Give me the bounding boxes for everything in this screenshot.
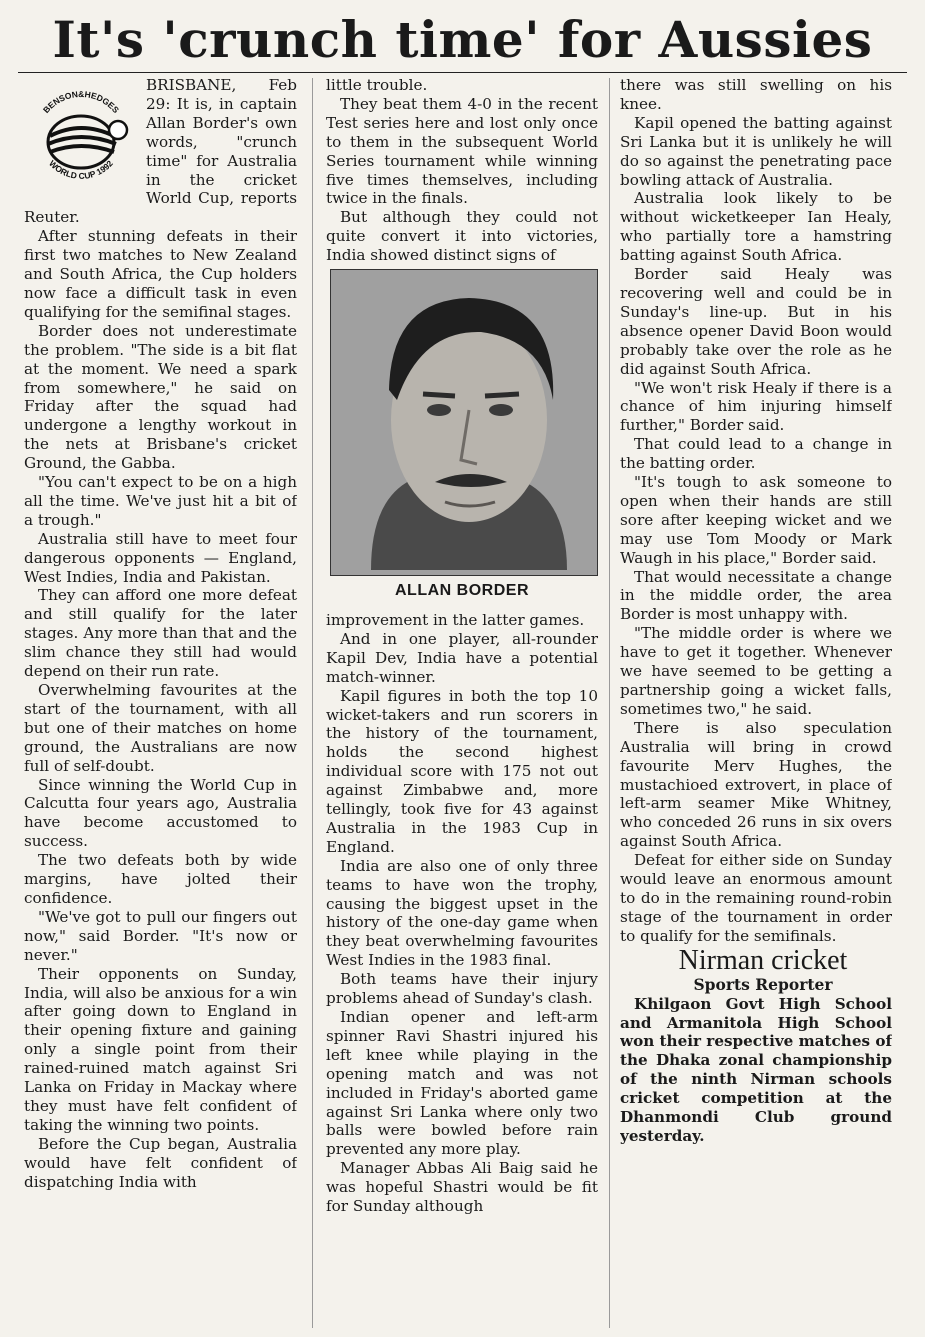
paragraph: Kapil figures in both the top 10 wicket-takers and run scorers in the history of the tournament, holds the second highest individual score with 175 not out against Zimbabwe and, more tellingly, took five for 43 against Australia in the 1983 Cup in England. — [326, 686, 598, 856]
paragraph: After stunning defeats in their first two matches to New Zealand and South Africa, the Cup holders now face a difficult task in even qualifying for the semifinal stages. — [24, 227, 297, 321]
logo-arc-bottom: WORLD CUP 1992 — [47, 158, 115, 181]
paragraph: The two defeats both by wide margins, have jolted their confidence. — [24, 851, 297, 907]
story2-body: Khilgaon Govt High School and Armanitola High School won their respective matches of the Dhaka zonal championship of the ninth Nirman schools cricket competition at the Dhanmondi Club ground yesterday. — [620, 994, 892, 1145]
paragraph: Manager Abbas Ali Baig said he was hopeful Shastri would be fit for Sunday although — [326, 1159, 598, 1216]
paragraph: Overwhelming favourites at the start of the tournament, with all but one of their matches on home ground, the Australians are now full of self-doubt. — [24, 681, 297, 775]
paragraph: But although they could not quite convert it into victories, India showed distinct signs of — [326, 208, 598, 265]
paragraph: "It's tough to ask someone to open when their hands are still sore after keeping wicket and we may use Tom Moody or Mark Waugh in his place," Border said. — [620, 473, 892, 567]
paragraph: There is also speculation Australia will bring in crowd favourite Merv Hughes, the mustachioed extrovert, in place of left-arm seamer Mike Whitney, who conceded 26 runs in six overs against South Africa. — [620, 718, 892, 851]
paragraph: Both teams have their injury problems ahead of Sunday's clash. — [326, 970, 598, 1008]
paragraph: They beat them 4-0 in the recent Test series here and lost only once to them in the subsequent World Series tournament while winning five times themselves, including twice in the finals. — [326, 94, 598, 208]
paragraph: That would necessitate a change in the middle order, the area Border is most unhappy with. — [620, 567, 892, 624]
paragraph: "You can't expect to be on a high all the time. We've just hit a bit of a trough." — [24, 473, 297, 529]
svg-text:BENSON&HEDGES — [41, 89, 121, 115]
paragraph: Since winning the World Cup in Calcutta four years ago, Australia have become accustomed to success. — [24, 775, 297, 851]
story2-headline: Nirman cricket — [678, 944, 848, 976]
paragraph: They can afford one more defeat and still qualify for the later stages. Any more than that and the slim chance they still had would depend on their run rate. — [24, 586, 297, 681]
paragraph: BRISBANE, Feb 29: It is, in captain Allan Border's own words, "crunch time" for Australia in the cricket World Cup, reports Reuter. — [24, 76, 297, 227]
column-divider — [609, 78, 610, 1328]
paragraph: India are also one of only three teams to have won the trophy, causing the biggest upset in the history of the one-day game when they beat overwhelming favourites West Indies in the 1983 final. — [326, 856, 598, 970]
paragraph: Their opponents on Sunday, India, will also be anxious for a win after going down to England in their opening fixture and gaining only a single point from their rained-ruined match against Sri Lanka on Friday in Mackay where they must have felt confident of taking the winning two points. — [24, 964, 297, 1134]
paragraph: Australia look likely to be without wicketkeeper Ian Healy, who partially tore a hamstring batting against South Africa. — [620, 189, 892, 265]
paragraph: "We won't risk Healy if there is a chance of him injuring himself further," Border said. — [620, 378, 892, 435]
article-column-3 — [620, 76, 892, 1331]
headline-rule — [18, 72, 907, 73]
photo-caption: ALLAN BORDER — [395, 582, 529, 600]
headline: It's 'crunch time' for Aussies — [52, 10, 873, 69]
paragraph: Australia still have to meet four dangerous opponents — England, West Indies, India and Pakistan. — [24, 529, 297, 586]
paragraph: Defeat for either side on Sunday would leave an enormous amount to do in the remaining round-robin stage of the tournament in order to qualify for the semifinals. — [620, 851, 892, 945]
paragraph: Before the Cup began, Australia would have felt confident of dispatching India with — [24, 1134, 297, 1191]
article-column-1 — [24, 76, 297, 1331]
article-column-2 — [326, 76, 598, 1331]
world-cup-logo — [24, 76, 138, 202]
paragraph: "We've got to pull our fingers out now," said Border. "It's now or never." — [24, 907, 297, 964]
paragraph: little trouble. — [326, 76, 428, 94]
paragraph: Kapil opened the batting against Sri Lanka but it is unlikely he will do so against the penetrating pace bowling attack of Australia. — [620, 113, 892, 189]
column-divider — [312, 78, 313, 1328]
logo-arc-top: BENSON&HEDGES — [40, 88, 122, 116]
paragraph: "The middle order is where we have to get it together. Whenever we have seemed to be getting a partnership going a wicket falls, sometimes two," he said. — [620, 624, 892, 718]
paragraph: And in one player, all-rounder Kapil Dev, India have a potential match-winner. — [326, 629, 598, 686]
paragraph: there was still swelling on his knee. — [620, 76, 892, 113]
paragraph: improvement in the latter games. — [326, 610, 585, 629]
paragraph: That could lead to a change in the batting order. — [620, 435, 892, 473]
paragraph: Indian opener and left-arm spinner Ravi Shastri injured his left knee while playing in the opening match and was not included in Friday's aborted game against Sri Lanka where only two balls were bowled before rain prevented any more play. — [326, 1008, 598, 1159]
paragraph: Border does not underestimate the problem. "The side is a bit flat at the moment. We need a spark from somewhere," he said on Friday after the squad had undergone a lengthy workout in the nets at Brisbane's cricket Ground, the Gabba. — [24, 321, 297, 473]
story2-byline: Sports Reporter — [693, 974, 833, 994]
paragraph: Border said Healy was recovering well and could be in Sunday's line-up. But in his absence opener David Boon would probably take over the role as he did against South Africa. — [620, 265, 892, 378]
allan-border-photo — [330, 269, 598, 576]
